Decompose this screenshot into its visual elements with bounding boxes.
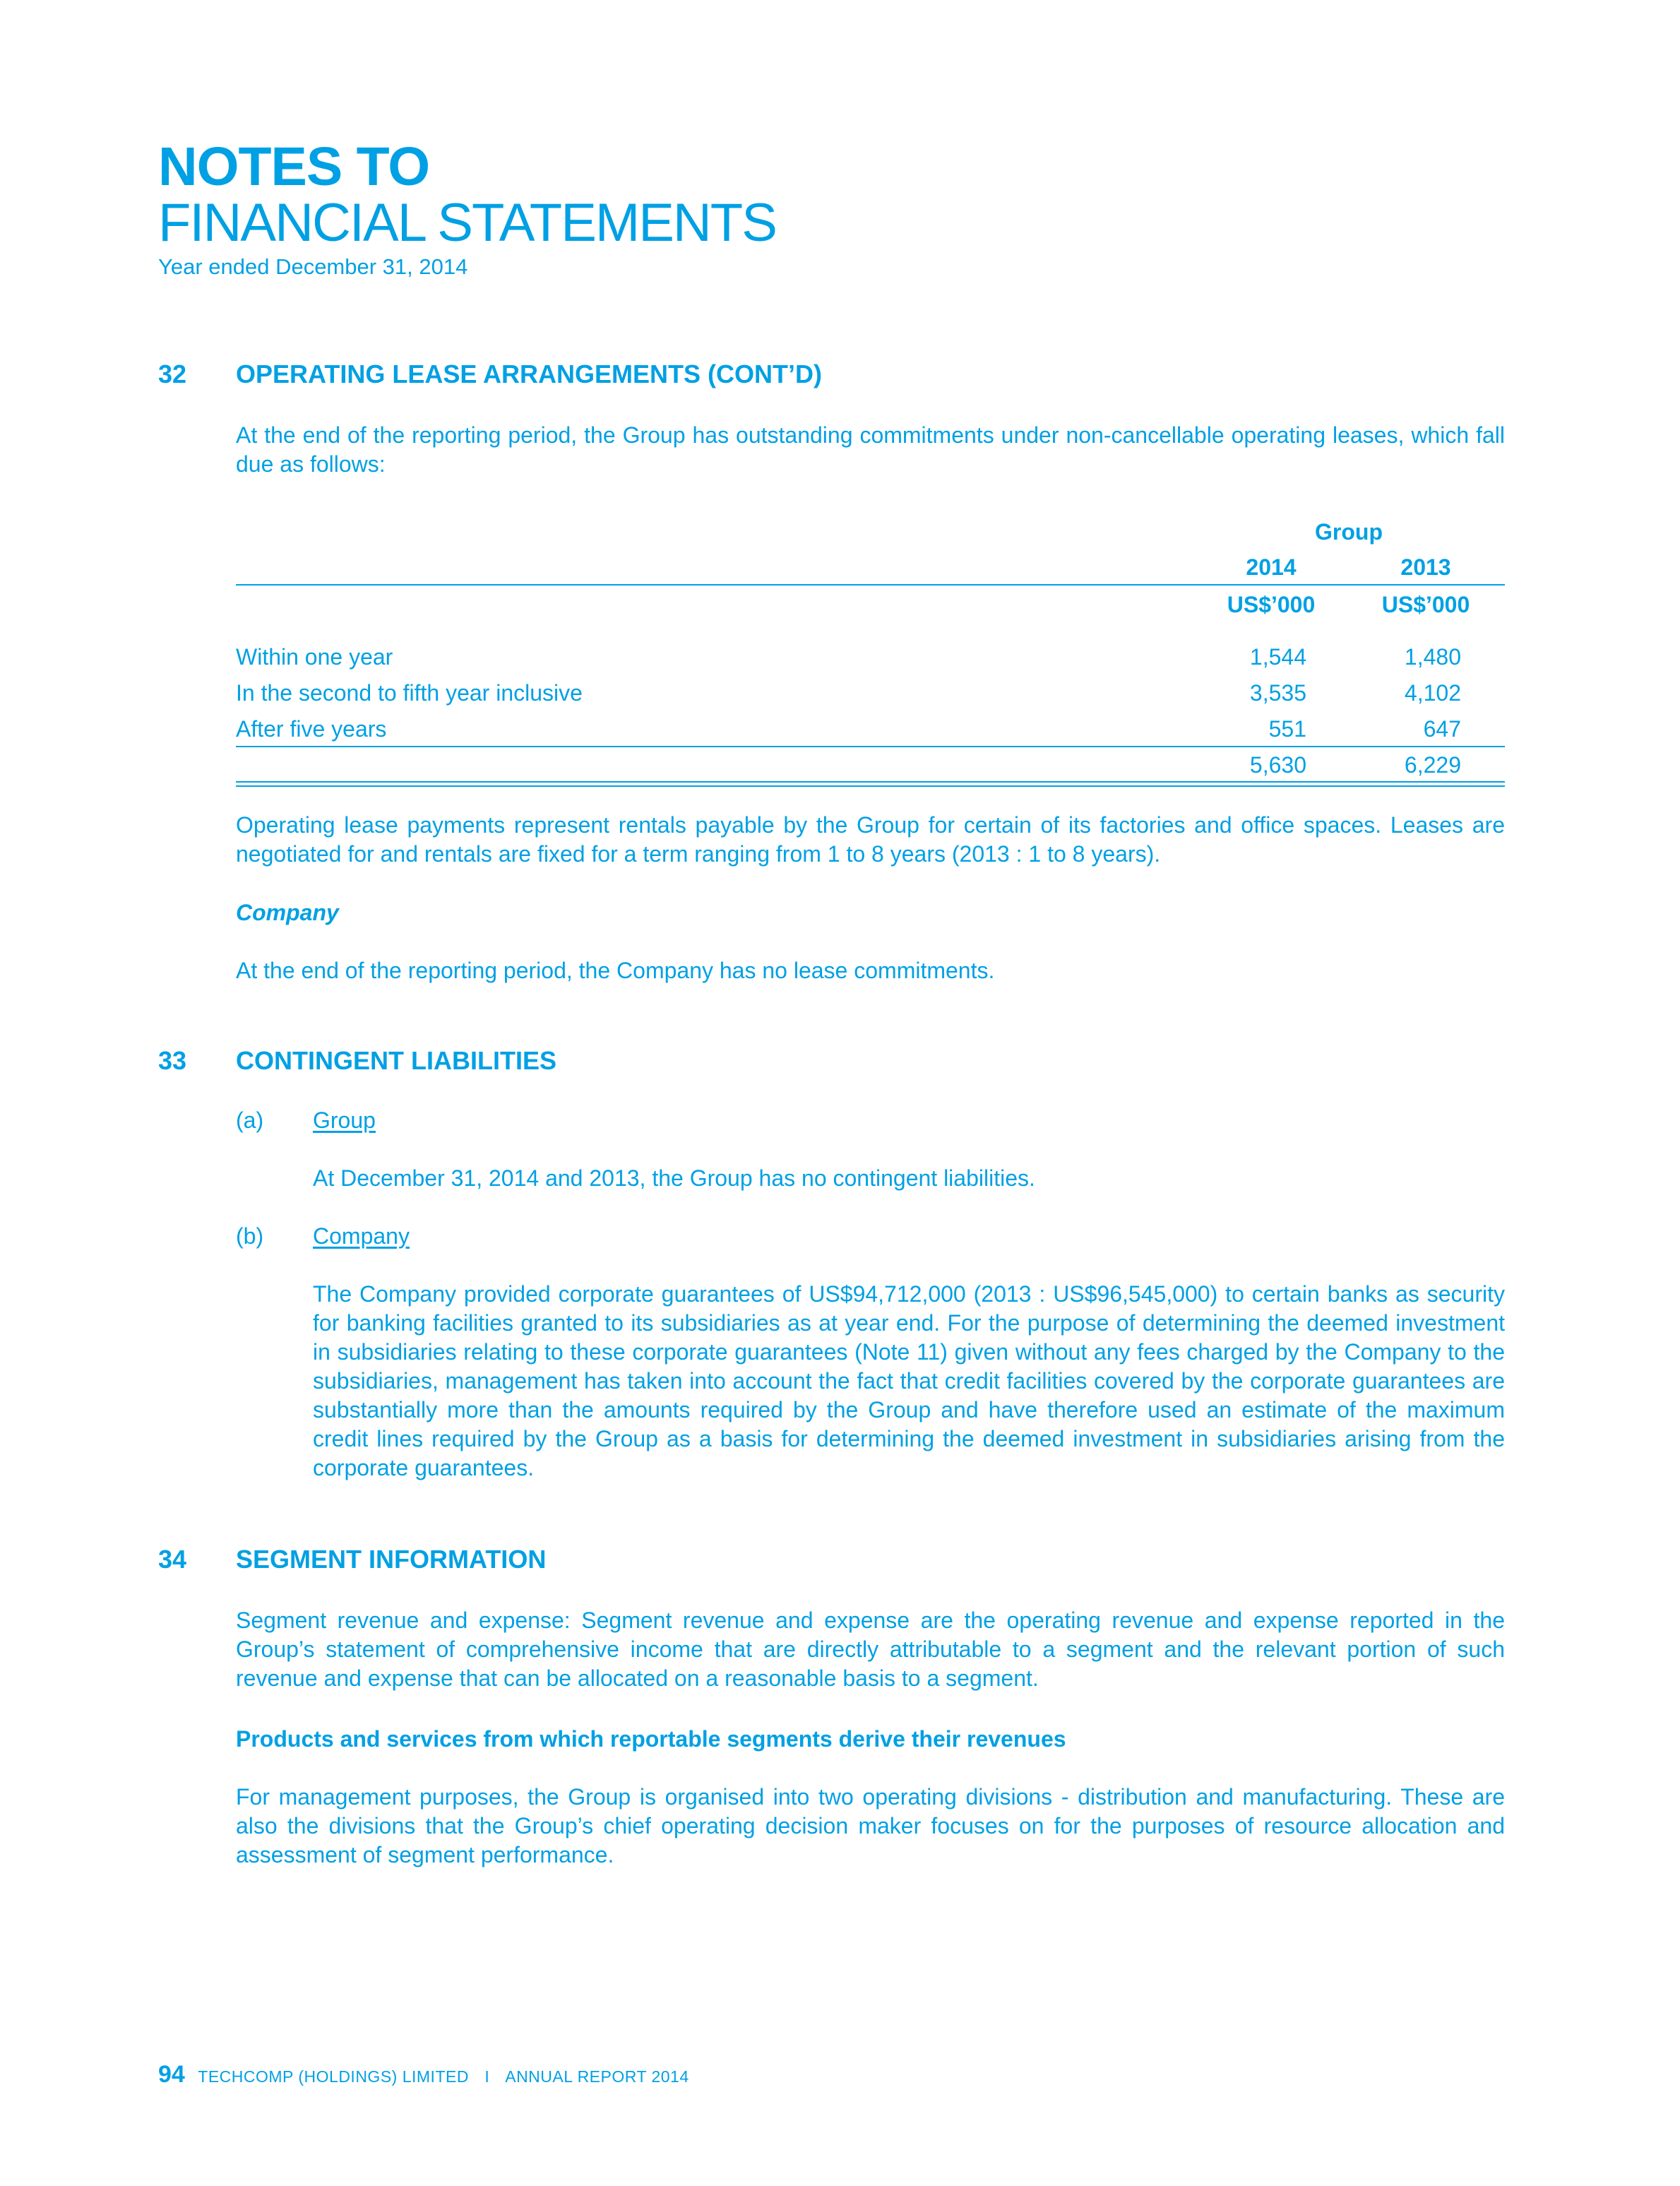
table-total-rule-1 — [236, 781, 1505, 783]
section-34-number: 34 — [158, 1545, 187, 1574]
table-total-rule-2 — [236, 785, 1505, 787]
table-group-header: Group — [1315, 519, 1383, 545]
page-heading-financial-statements: FINANCIAL STATEMENTS — [158, 193, 776, 253]
row-label: After five years — [236, 716, 387, 742]
total-2014: 5,630 — [1249, 752, 1306, 778]
table-year-2014: 2014 — [1246, 554, 1297, 580]
value-2014: 3,535 — [1249, 680, 1306, 706]
section-32-intro: At the end of the reporting period, the Group has outstanding commitments under non-cancellable operating leases, which fall due as follows: — [236, 422, 1505, 477]
section-32-title: OPERATING LEASE ARRANGEMENTS (CONT’D) — [236, 360, 823, 388]
section-34-subheading: Products and services from which reportable segments derive their revenues — [236, 1726, 1066, 1752]
value-2013: 647 — [1423, 716, 1461, 742]
table-unit-2013: US$’000 — [1381, 592, 1470, 617]
item-b-heading: Company — [313, 1223, 410, 1249]
section-32-number: 32 — [158, 360, 187, 388]
reporting-period: Year ended December 31, 2014 — [158, 254, 468, 279]
section-33-title: CONTINGENT LIABILITIES — [236, 1046, 556, 1075]
page-footer — [158, 2062, 689, 2086]
footer-separator: I — [484, 2067, 489, 2086]
item-a-text: At December 31, 2014 and 2013, the Group has no contingent liabilities. — [313, 1165, 1035, 1191]
section-34-para-1: Segment revenue and expense: Segment revenue and expense are the operating revenue and expense reported in the Group’s statement of comprehensive income that are directly attributable to a segment and the relevant portion of such revenue and expense that can be allocated on a reasonable basis to a segment. — [236, 1608, 1505, 1691]
page-number: 94 — [158, 2061, 185, 2088]
page-heading-notes-to: NOTES TO — [158, 136, 430, 197]
value-2013: 1,480 — [1404, 644, 1461, 670]
section-34-title: SEGMENT INFORMATION — [236, 1545, 547, 1574]
table-subtotal-rule — [236, 746, 1505, 747]
table-unit-2014: US$’000 — [1227, 592, 1316, 617]
item-b-label: (b) — [236, 1223, 264, 1249]
total-2013: 6,229 — [1404, 752, 1461, 778]
table-year-2013: 2013 — [1400, 554, 1451, 580]
section-34-para-2: For management purposes, the Group is organised into two operating divisions - distribution and manufacturing. These are also the divisions that the Group’s chief operating decision maker focuses on for the purposes of resource allocation and assessment of segment performance. — [236, 1784, 1505, 1867]
value-2013: 4,102 — [1404, 680, 1461, 706]
footer-company: TECHCOMP (HOLDINGS) LIMITED — [198, 2067, 469, 2086]
table-header-rule — [236, 584, 1505, 586]
item-a-heading: Group — [313, 1107, 376, 1133]
company-subheading: Company — [236, 900, 339, 925]
section-33-number: 33 — [158, 1046, 187, 1075]
item-b-text: The Company provided corporate guarantees of US$94,712,000 (2013 : US$96,545,000) to certain banks as security for banking facilities granted to its subsidiaries as at year end. For the purpose of determining the deemed investment in subsidiaries relating to these corporate guarantees (Note 11) given without any fees charged by the Company to the subsidiaries, management has taken into account the fact that credit facilities covered by the corporate guarantees are substantially more than the amounts required by the Group and have therefore used an estimate of the maximum credit lines required by the Group as a basis for determining the deemed investment in subsidiaries arising from the corporate guarantees. — [313, 1281, 1505, 1480]
footer-report: ANNUAL REPORT 2014 — [505, 2067, 689, 2086]
row-label: Within one year — [236, 644, 393, 670]
item-a-label: (a) — [236, 1107, 264, 1133]
section-32-note: Operating lease payments represent rentals payable by the Group for certain of its factories and office spaces. Leases are negotiated for and rentals are fixed for a term ranging from 1 to 8 years (2013 : 1 to 8 years). — [236, 812, 1505, 867]
value-2014: 551 — [1268, 716, 1306, 742]
row-label: In the second to fifth year inclusive — [236, 680, 583, 706]
value-2014: 1,544 — [1249, 644, 1306, 670]
company-lease-text: At the end of the reporting period, the Company has no lease commitments. — [236, 958, 995, 983]
